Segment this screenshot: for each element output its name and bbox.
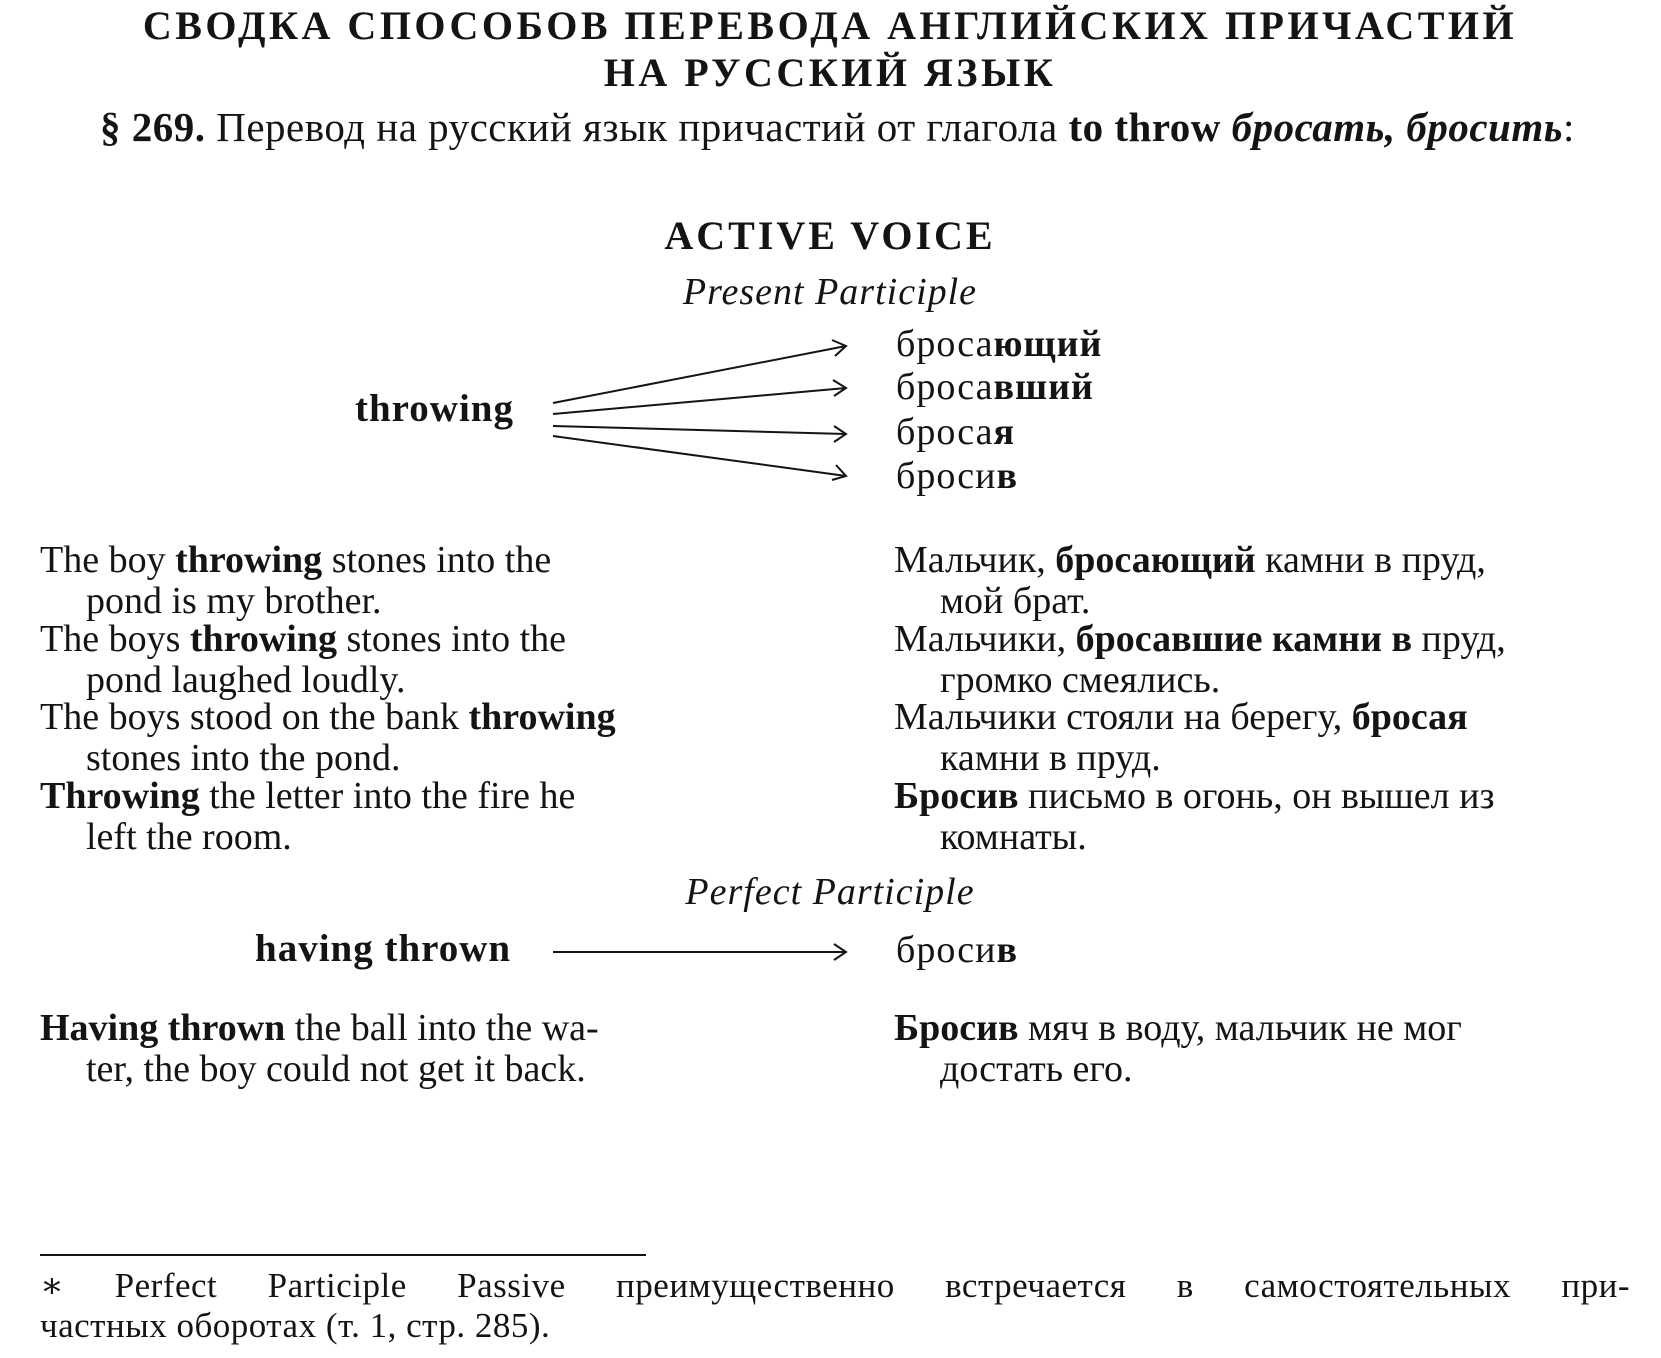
intro-gloss: бросать, бросить — [1231, 104, 1563, 150]
example-ru-perfect: Бросив мяч в воду, мальчик не мог достать его. — [894, 1007, 1462, 1090]
section-number: § 269. — [100, 104, 206, 150]
intro-colon: : — [1562, 104, 1575, 150]
arrow-line-2 — [553, 388, 846, 414]
intro-verb: to throw — [1068, 104, 1221, 150]
footnote-rule — [40, 1254, 646, 1256]
title-line-1: СВОДКА СПОСОБОВ ПЕРЕВОДА АНГЛИЙСКИХ ПРИЧАСТИЙ — [142, 3, 1518, 48]
participle-word-throwing: throwing — [355, 387, 514, 430]
example-ru-1: Мальчик, бросающий камни в пруд, мой брат. — [894, 539, 1486, 622]
footnote-line-1: ∗ Perfect Participle Passive преимущественно встречается в самостоятельных при- — [40, 1266, 1630, 1305]
footnote-line-2: частных оборотах (т. 1, стр. 285). — [40, 1306, 551, 1345]
translation-form-perfect: бросив — [896, 929, 1019, 971]
example-en-4: Throwing the letter into the fire he left the room. — [40, 775, 576, 858]
present-participle-heading: Present Participle — [682, 271, 978, 313]
example-en-perfect: Having thrown the ball into the wa- ter, the boy could not get it back. — [40, 1007, 599, 1090]
example-en-3: The boys stood on the bank throwing stones into the pond. — [40, 696, 616, 779]
intro-text: Перевод на русский язык причастий от глагола — [205, 104, 1069, 150]
example-ru-3: Мальчики стояли на берегу, бросая камни в пруд. — [894, 696, 1468, 779]
example-en-1: The boy throwing stones into the pond is my brother. — [40, 539, 552, 622]
translation-form-2: бросавший — [896, 366, 1094, 408]
arrow-head-4 — [832, 465, 846, 480]
example-ru-4: Бросив письмо в огонь, он вышел из комнаты. — [894, 775, 1495, 858]
translation-form-1: бросающий — [896, 323, 1103, 365]
arrow-line-1 — [553, 346, 846, 403]
example-en-2: The boys throwing stones into the pond laughed loudly. — [40, 618, 567, 701]
perfect-participle-heading: Perfect Participle — [685, 871, 975, 913]
arrow-line-3 — [553, 426, 846, 434]
active-voice-heading: ACTIVE VOICE — [664, 213, 996, 258]
translation-form-3: бросая — [896, 411, 1016, 453]
translation-form-4: бросив — [896, 455, 1019, 497]
footnote — [40, 1266, 1630, 1346]
participle-word-having-thrown: having thrown — [255, 927, 512, 970]
example-ru-2: Мальчики, бросавшие камни в пруд, громко смеялись. — [894, 618, 1506, 701]
arrow-line-4 — [553, 436, 846, 476]
title-line-2: НА РУССКИЙ ЯЗЫК — [603, 50, 1057, 95]
